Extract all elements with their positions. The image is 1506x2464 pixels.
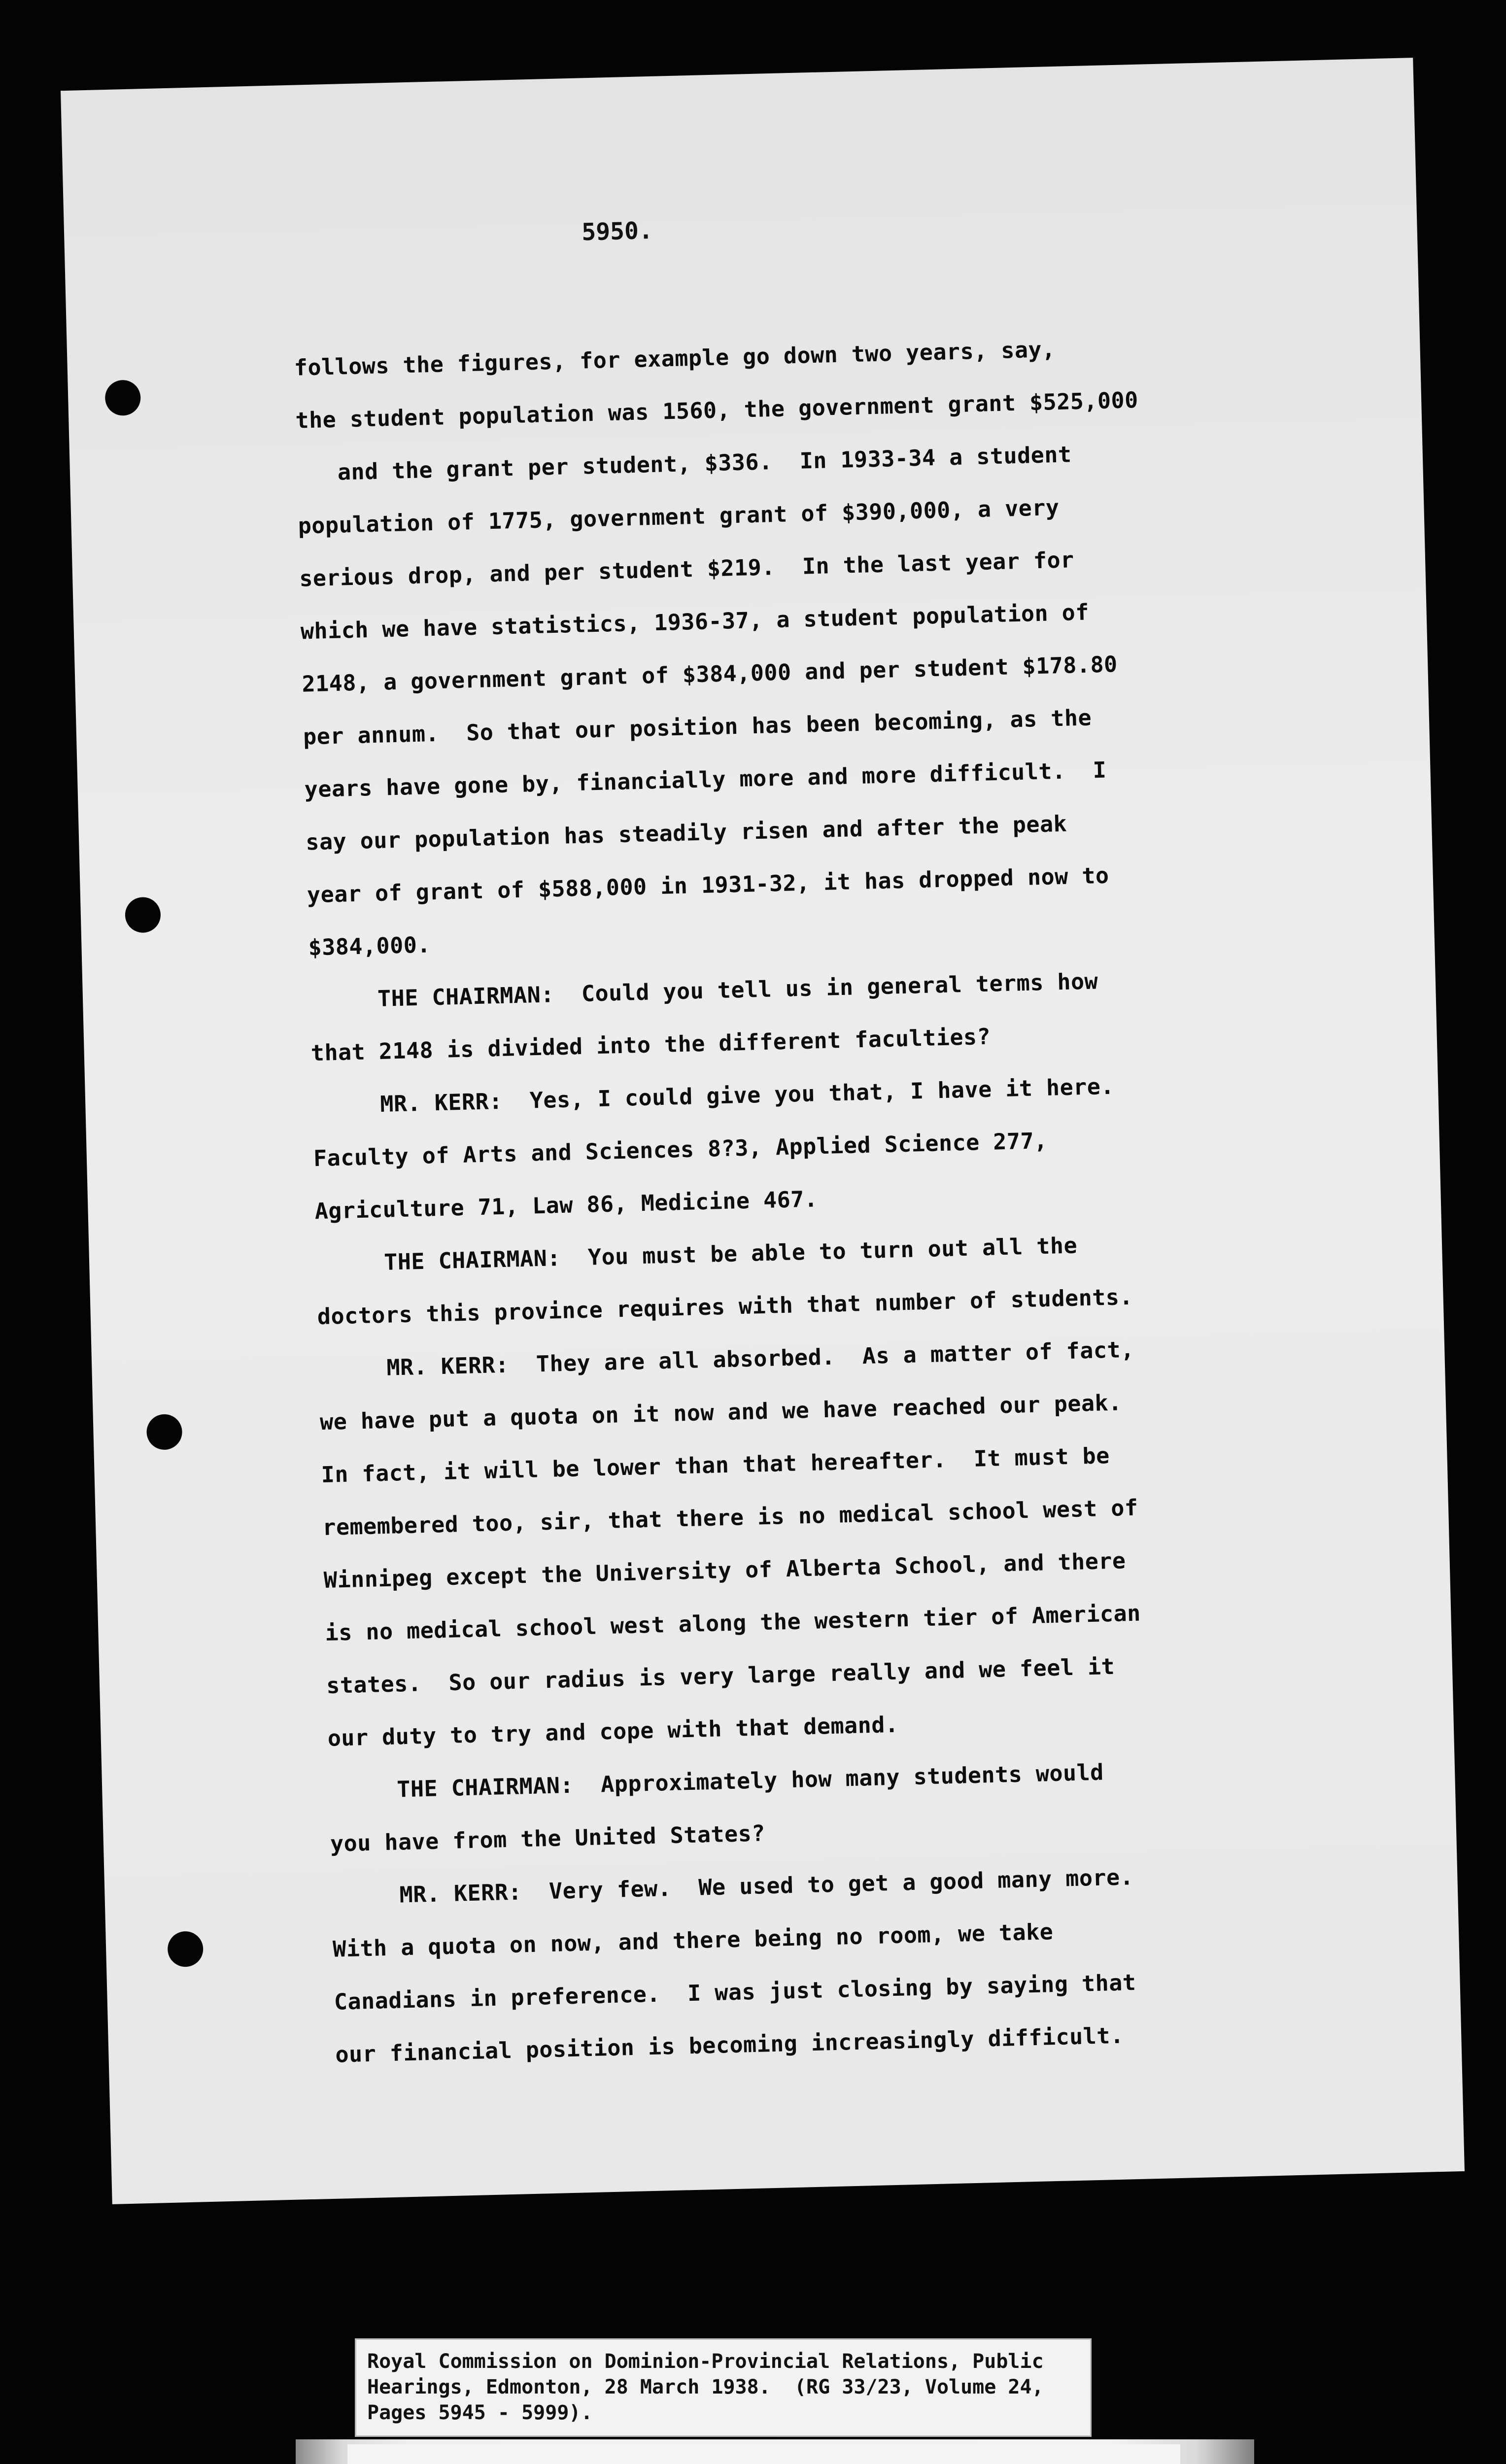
- text-line: THE CHAIRMAN: You must be able to turn out all the: [315, 1232, 1078, 1277]
- text-line: is no medical school west along the western tier of American: [324, 1600, 1141, 1646]
- text-line: our duty to try and cope with that demand.: [327, 1711, 899, 1751]
- text-line: Faculty of Arts and Sciences 8?3, Applied Science 277,: [313, 1127, 1048, 1172]
- archival-caption: [355, 2338, 1092, 2437]
- text-line: say our population has steadily risen and after the peak: [305, 810, 1067, 856]
- text-line: doctors this province requires with that number of students.: [317, 1283, 1133, 1330]
- text-line: THE CHAIRMAN: Could you tell us in general terms how: [309, 968, 1098, 1014]
- caption-line: Pages 5945 - 5999).: [367, 2401, 593, 2424]
- text-line: MR. KERR: They are all absorbed. As a matter of fact,: [318, 1336, 1135, 1383]
- text-line: year of grant of $588,000 in 1931-32, it has dropped now to: [307, 862, 1110, 908]
- typewritten-page: [61, 58, 1465, 2204]
- archives-stamp: [347, 2444, 1180, 2464]
- caption-line: Royal Commission on Dominion-Provincial Relations, Public: [367, 2350, 1044, 2373]
- text-line: population of 1775, government grant of $390,000, a very: [298, 494, 1060, 539]
- binder-hole: [125, 897, 161, 933]
- text-line: you have from the United States?: [330, 1820, 766, 1857]
- text-line: follows the figures, for example go down two years, say,: [294, 336, 1056, 381]
- text-line: MR. KERR: Yes, I could give you that, I have it here.: [311, 1073, 1115, 1119]
- text-line: remembered too, sir, that there is no medical school west of: [322, 1494, 1139, 1541]
- body-text: [294, 319, 1263, 2081]
- text-line: per annum. So that our position has been becoming, as the: [303, 704, 1092, 750]
- text-line: In fact, it will be lower than that hereafter. It must be: [321, 1442, 1110, 1488]
- text-line: THE CHAIRMAN: Approximately how many students would: [328, 1759, 1104, 1804]
- text-line: MR. KERR: Very few. We used to get a good many more.: [331, 1864, 1134, 1910]
- text-line: we have put a quota on it now and we have reached our peak.: [319, 1389, 1123, 1436]
- binder-hole: [104, 379, 141, 416]
- text-line: states. So our radius is very large really and we feel it: [326, 1653, 1115, 1699]
- text-line: Winnipeg except the University of Alberta School, and there: [323, 1547, 1127, 1594]
- page-number: 5950.: [581, 216, 653, 246]
- text-line: Canadians in preference. I was just closing by saying that: [334, 1969, 1137, 2015]
- text-line: serious drop, and per student $219. In the last year for: [299, 547, 1075, 592]
- text-line: years have gone by, financially more and more difficult. I: [304, 756, 1107, 803]
- text-line: and the grant per student, $336. In 1933-34 a student: [296, 441, 1072, 486]
- text-line: the student population was 1560, the government grant $525,000: [295, 386, 1139, 434]
- text-line: which we have statistics, 1936-37, a student population of: [300, 599, 1090, 645]
- text-line: 2148, a government grant of $384,000 and per student $178.80: [301, 651, 1118, 697]
- text-line: Agriculture 71, Law 86, Medicine 467.: [314, 1186, 818, 1225]
- caption-line: Hearings, Edmonton, 28 March 1938. (RG 33/23, Volume 24,: [367, 2376, 1044, 2398]
- text-line: that 2148 is divided into the different faculties?: [310, 1023, 991, 1066]
- archives-stamp-strip: [296, 2439, 1254, 2464]
- text-line: $384,000.: [308, 931, 431, 961]
- text-line: our financial position is becoming increasingly difficult.: [335, 2022, 1125, 2068]
- binder-hole: [167, 1931, 204, 1967]
- binder-hole: [146, 1414, 183, 1450]
- text-line: With a quota on now, and there being no room, we take: [332, 1918, 1054, 1962]
